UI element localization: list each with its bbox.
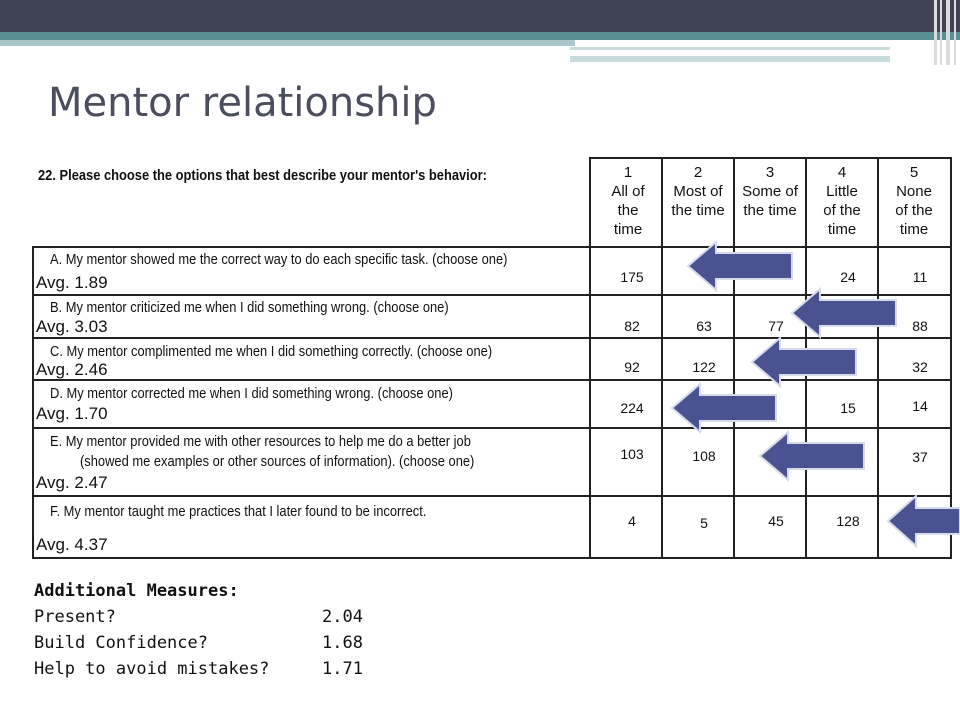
- col-header-2: 2 Most of the time: [671, 164, 725, 219]
- row-d-col-5: 14: [912, 398, 928, 414]
- grid-line: [32, 557, 952, 559]
- col-header-3: 3 Some of the time: [742, 164, 798, 219]
- row-c-average: Avg. 2.46: [36, 360, 108, 379]
- measure-row: [34, 604, 363, 630]
- row-c-col-5: 32: [912, 359, 928, 375]
- question-text: 22. Please choose the options that best describe your mentor's behavior:: [38, 167, 487, 184]
- accent-bar-light: [0, 40, 575, 46]
- row-f-col-3: 45: [768, 513, 784, 529]
- measure-label: Help to avoid mistakes?: [34, 659, 270, 679]
- arrow-left-icon: [790, 287, 900, 339]
- grid-line: [32, 427, 952, 429]
- row-f-average: Avg. 4.37: [36, 535, 108, 554]
- row-b-average: Avg. 3.03: [36, 317, 108, 336]
- grid-line: [661, 157, 663, 559]
- grid-line: [32, 246, 34, 559]
- measures-heading: Additional Measures:: [34, 581, 239, 601]
- col-header-1: 1 All of the time: [611, 164, 645, 238]
- accent-line: [570, 47, 890, 50]
- arrow-left-icon: [758, 430, 868, 482]
- grid-line: [32, 246, 952, 248]
- arrow-left-icon: [886, 494, 960, 548]
- row-a-question: A. My mentor showed me the correct way to do each specific task. (choose one): [50, 251, 508, 268]
- col-header-4: 4 Little of the time: [823, 164, 861, 238]
- additional-measures: [34, 578, 363, 682]
- grid-line: [877, 157, 879, 559]
- row-e-question-cont: (showed me examples or other sources of information). (choose one): [80, 453, 475, 470]
- arrow-left-icon: [670, 382, 780, 434]
- row-b-col-1: 82: [624, 318, 640, 334]
- row-d-question: D. My mentor corrected me when I did something wrong. (choose one): [50, 385, 453, 402]
- grid-line: [733, 157, 735, 559]
- measure-row: [34, 656, 363, 682]
- row-a-average: Avg. 1.89: [36, 273, 108, 292]
- measure-row: [34, 630, 363, 656]
- row-b-col-3: 77: [768, 318, 784, 334]
- row-b-question: B. My mentor criticized me when I did something wrong. (choose one): [50, 299, 449, 316]
- measure-value: 1.68: [322, 633, 363, 653]
- row-e-col-2: 108: [692, 448, 716, 464]
- measure-value: 2.04: [322, 607, 363, 627]
- row-a-col-5: 11: [912, 269, 928, 285]
- arrow-left-icon: [686, 240, 796, 292]
- grid-line: [32, 495, 952, 497]
- col-header-5: 5 None of the time: [895, 164, 933, 238]
- grid-line: [589, 157, 952, 159]
- row-f-question: F. My mentor taught me practices that I later found to be incorrect.: [50, 503, 427, 520]
- row-d-average: Avg. 1.70: [36, 404, 108, 423]
- top-banner: [0, 0, 960, 32]
- corner-stripes: [930, 0, 960, 65]
- row-e-question: E. My mentor provided me with other resources to help me do a better job: [50, 433, 471, 450]
- row-f-col-2: 5: [700, 515, 708, 531]
- row-c-col-2: 122: [692, 359, 716, 375]
- row-c-question: C. My mentor complimented me when I did something correctly. (choose one): [50, 343, 493, 360]
- row-e-col-1: 103: [620, 446, 644, 462]
- row-c-col-1: 92: [624, 359, 640, 375]
- grid-line: [589, 157, 591, 559]
- row-f-col-1: 4: [628, 513, 636, 529]
- measure-value: 1.71: [322, 659, 363, 679]
- slide-title: Mentor relationship: [48, 80, 437, 126]
- measure-label: Present?: [34, 607, 116, 627]
- row-f-col-4: 128: [836, 513, 860, 529]
- row-a-col-4: 24: [840, 269, 856, 285]
- row-b-col-5: 88: [912, 318, 928, 334]
- accent-bar: [0, 32, 960, 40]
- row-d-col-1: 224: [620, 400, 644, 416]
- row-e-col-5: 37: [912, 449, 928, 465]
- row-d-col-4: 15: [840, 400, 856, 416]
- row-e-average: Avg. 2.47: [36, 473, 108, 492]
- arrow-left-icon: [750, 336, 860, 388]
- row-a-col-1: 175: [620, 269, 644, 285]
- measure-label: Build Confidence?: [34, 633, 208, 653]
- row-b-col-2: 63: [696, 318, 712, 334]
- accent-line-lower: [570, 56, 890, 62]
